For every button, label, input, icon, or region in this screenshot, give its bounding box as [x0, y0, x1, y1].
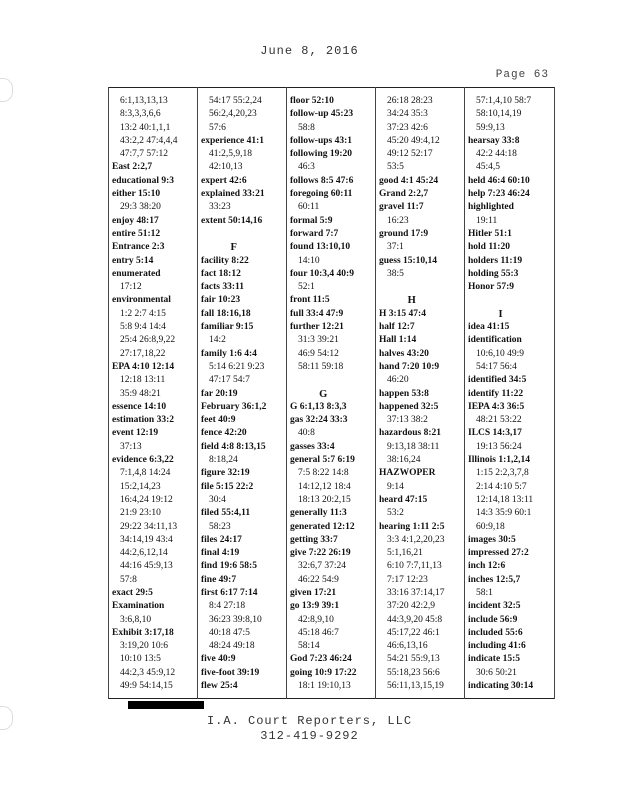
- index-term: enumerated: [112, 268, 161, 279]
- section-letter: F: [230, 242, 237, 254]
- index-continuation: 57:1,4,10 58:7: [476, 96, 532, 106]
- index-term: Hall 1:14: [379, 335, 417, 346]
- column-divider: [464, 87, 465, 699]
- index-continuation: 30:4: [209, 494, 226, 505]
- index-term: formal 5:9: [290, 215, 333, 226]
- index-term: find 19:6 58:5: [201, 561, 257, 572]
- column-divider: [108, 87, 109, 699]
- index-column-5: [468, 95, 533, 693]
- index-term: first 6:17 7:14: [201, 587, 258, 598]
- index-continuation: 18:1 19:10,13: [298, 681, 351, 692]
- index-column-1: [112, 95, 178, 693]
- index-term: images 30:5: [468, 534, 516, 545]
- index-continuation: 55:18,23 56:6: [387, 667, 440, 678]
- page-number: Page 63: [495, 69, 549, 81]
- index-continuation: 5:14 6:21 9:23: [209, 361, 265, 372]
- index-continuation: 45:17,22 46:1: [387, 627, 440, 638]
- index-term: Grand 2:2,7: [379, 189, 429, 200]
- column-divider: [375, 87, 376, 699]
- index-continuation: 6:1,13,13,13: [120, 96, 168, 106]
- index-continuation: 19:11: [476, 215, 498, 226]
- index-continuation: 21:9 23:10: [120, 508, 161, 519]
- index-term: hold 11:20: [468, 242, 510, 253]
- index-term: forward 7:7: [290, 228, 339, 239]
- index-term: feet 40:9: [201, 415, 236, 426]
- index-continuation: 37:1: [387, 242, 404, 253]
- index-term: event 12:19: [112, 428, 159, 439]
- index-term: gasses 33:4: [290, 441, 335, 452]
- index-term: included 55:6: [468, 627, 523, 638]
- index-term: half 12:7: [379, 322, 415, 333]
- index-continuation: 37:20 42:2,9: [387, 601, 436, 612]
- index-continuation: 43:2,2 47:4,4,4: [120, 135, 178, 146]
- index-continuation: 3:3 4:1,2,20,23: [387, 534, 445, 545]
- index-continuation: 58:10,14,19: [476, 109, 522, 120]
- index-term: Examination: [112, 601, 165, 612]
- index-term: fact 18:12: [201, 268, 241, 279]
- index-term: found 13:10,10: [290, 242, 351, 253]
- index-term: files 24:17: [201, 534, 242, 545]
- index-continuation: 27:17,18,22: [120, 348, 166, 359]
- index-continuation: 14:3 35:9 60:1: [476, 508, 532, 519]
- index-continuation: 3:19,20 10:6: [120, 641, 169, 652]
- index-continuation: 53:5: [387, 162, 404, 173]
- index-term: generated 12:12: [290, 521, 355, 532]
- index-continuation: 34:24 35:3: [387, 109, 428, 120]
- index-term: held 46:4 60:10: [468, 175, 530, 186]
- court-reporter-phone: 312-419-9292: [260, 729, 359, 743]
- index-term: EPA 4:10 12:14: [112, 361, 175, 372]
- index-term: guess 15:10,14: [379, 255, 438, 266]
- index-term: good 4:1 45:24: [379, 175, 439, 186]
- section-letter: G: [319, 388, 328, 400]
- index-term: impressed 27:2: [468, 548, 529, 559]
- index-term: front 11:5: [290, 295, 330, 306]
- index-term: follow-ups 43:1: [290, 135, 353, 146]
- index-term: incident 32:5: [468, 601, 521, 612]
- index-term: indicating 30:14: [468, 681, 534, 692]
- index-term: halves 43:20: [379, 348, 429, 359]
- index-term: identified 34:5: [468, 375, 527, 386]
- index-term: go 13:9 39:1: [290, 601, 340, 612]
- index-term: entire 51:12: [112, 228, 161, 239]
- index-term: help 7:23 46:24: [468, 189, 530, 200]
- index-continuation: 14:2: [209, 335, 226, 346]
- spacer: [468, 294, 533, 307]
- index-term: happened 32:5: [379, 401, 439, 412]
- index-continuation: 40:18 47:5: [209, 627, 250, 638]
- index-continuation: 29:3 38:20: [120, 202, 161, 213]
- index-continuation: 5:8 9:4 14:4: [120, 322, 166, 333]
- index-term: God 7:23 46:24: [290, 654, 352, 665]
- index-term: Illinois 1:1,2,14: [468, 455, 531, 466]
- index-continuation: 60:11: [298, 202, 320, 213]
- index-term: HAZWOPER: [379, 468, 436, 479]
- index-continuation: 58:11 59:18: [298, 361, 344, 372]
- index-term: happen 53:8: [379, 388, 429, 399]
- index-term: field 4:8 8:13,15: [201, 441, 266, 452]
- index-term: estimation 33:2: [112, 415, 175, 426]
- index-term: fine 49:7: [201, 574, 237, 585]
- index-continuation: 52:1: [298, 282, 315, 293]
- index-term: gravel 11:7: [379, 202, 424, 213]
- index-continuation: 46:3: [298, 162, 315, 173]
- index-continuation: 37:13: [120, 441, 142, 452]
- index-term: flew 25:4: [201, 681, 238, 692]
- index-term: generally 11:3: [290, 508, 347, 519]
- index-continuation: 33:23: [209, 202, 231, 213]
- index-continuation: 45:20 49:4,12: [387, 135, 440, 146]
- column-divider: [197, 87, 198, 699]
- index-continuation: 57:6: [209, 122, 226, 133]
- index-continuation: 12:14,18 13:11: [476, 494, 534, 505]
- section-letter: I: [498, 308, 503, 320]
- index-continuation: 9:14: [387, 481, 404, 492]
- index-continuation: 16:23: [387, 215, 409, 226]
- index-term: five-foot 39:19: [201, 667, 260, 678]
- index-term: getting 33:7: [290, 534, 338, 545]
- index-term: environmental: [112, 295, 171, 306]
- index-continuation: 9:13,18 38:11: [387, 441, 440, 452]
- index-term: going 10:9 17:22: [290, 667, 357, 678]
- index-continuation: 58:23: [209, 521, 231, 532]
- index-term: identification: [468, 335, 522, 346]
- index-term: H 3:15 47:4: [379, 308, 426, 319]
- binder-hole: [0, 78, 13, 102]
- court-reporter-name: I.A. Court Reporters, LLC: [206, 714, 413, 728]
- index-continuation: 33:16 37:14,17: [387, 587, 445, 598]
- index-term: Hitler 51:1: [468, 228, 512, 239]
- index-term: inch 12:6: [468, 561, 506, 572]
- index-continuation: 37:13 38:2: [387, 415, 428, 426]
- index-continuation: 45:18 46:7: [298, 627, 339, 638]
- index-term: facts 33:11: [201, 282, 245, 293]
- index-continuation: 54:17 56:4: [476, 361, 517, 372]
- index-continuation: 30:6 50:21: [476, 667, 517, 678]
- index-continuation: 56:2,4,20,23: [209, 109, 257, 120]
- index-continuation: 10:10 13:5: [120, 654, 161, 665]
- index-term: further 12:21: [290, 322, 344, 333]
- index-term: follows 8:5 47:6: [290, 175, 354, 186]
- index-term: gas 32:24 33:3: [290, 415, 348, 426]
- index-continuation: 5:1,16,21: [387, 548, 423, 559]
- index-term: hearsay 33:8: [468, 135, 520, 146]
- index-continuation: 13:2 40:1,1,1: [120, 122, 171, 133]
- index-term: foregoing 60:11: [290, 189, 353, 200]
- index-term: facility 8:22: [201, 255, 249, 266]
- index-column-4: [379, 95, 445, 693]
- index-term: indicate 15:5: [468, 654, 520, 665]
- index-term: floor 52:10: [290, 96, 334, 106]
- index-continuation: 44:2,3 45:9,12: [120, 667, 176, 678]
- index-continuation: 41:2,5,9,18: [209, 149, 253, 160]
- index-continuation: 60:9,18: [476, 521, 505, 532]
- index-continuation: 2:14 4:10 5:7: [476, 481, 527, 492]
- index-term: Honor 57:9: [468, 282, 515, 293]
- index-continuation: 6:10 7:7,11,13: [387, 561, 442, 572]
- index-term: February 36:1,2: [201, 401, 267, 412]
- index-continuation: 12:18 13:11: [120, 375, 166, 386]
- index-column-3: [290, 95, 357, 693]
- index-continuation: 49:9 54:14,15: [120, 681, 173, 692]
- spacer: [290, 374, 357, 387]
- index-term: ILCS 14:3,17: [468, 428, 522, 439]
- index-continuation: 48:24 49:18: [209, 641, 255, 652]
- index-term: hazardous 8:21: [379, 428, 442, 439]
- index-term: including 41:6: [468, 641, 526, 652]
- index-continuation: 37:23 42:6: [387, 122, 428, 133]
- index-term: educational 9:3: [112, 175, 175, 186]
- index-continuation: 7:1,4,8 14:24: [120, 468, 171, 479]
- index-term: fall 18:16,18: [201, 308, 251, 319]
- index-continuation: 53:2: [387, 508, 404, 519]
- index-continuation: 18:13 20:2,15: [298, 494, 351, 505]
- index-continuation: 8:18,24: [209, 455, 238, 466]
- index-continuation: 48:21 53:22: [476, 415, 522, 426]
- index-term: far 20:19: [201, 388, 238, 399]
- index-term: either 15:10: [112, 189, 161, 200]
- index-term: Entrance 2:3: [112, 242, 165, 253]
- index-continuation: 49:12 52:17: [387, 149, 433, 160]
- index-continuation: 58:8: [298, 122, 315, 133]
- index-continuation: 29:22 34:11,13: [120, 521, 178, 532]
- index-term: following 19:20: [290, 149, 353, 160]
- index-continuation: 34:14,19 43:4: [120, 534, 173, 545]
- index-term: general 5:7 6:19: [290, 455, 355, 466]
- index-continuation: 25:4 26:8,9,22: [120, 335, 176, 346]
- index-continuation: 57:8: [120, 574, 137, 585]
- index-continuation: 14:12,12 18:4: [298, 481, 351, 492]
- index-term: extent 50:14,16: [201, 215, 263, 226]
- index-term: enjoy 48:17: [112, 215, 159, 226]
- index-term: fair 10:23: [201, 295, 241, 306]
- index-term: explained 33:21: [201, 189, 265, 200]
- index-term: evidence 6:3,22: [112, 455, 174, 466]
- index-continuation: 38:16,24: [387, 455, 421, 466]
- index-term: experience 41:1: [201, 135, 265, 146]
- transcript-date: June 8, 2016: [260, 44, 359, 58]
- index-continuation: 26:18 28:23: [387, 96, 433, 106]
- index-continuation: 46:22 54:9: [298, 574, 339, 585]
- index-term: inches 12:5,7: [468, 574, 521, 585]
- index-term: family 1:6 4:4: [201, 348, 257, 359]
- index-continuation: 7:5 8:22 14:8: [298, 468, 349, 479]
- index-term: fence 42:20: [201, 428, 247, 439]
- index-term: final 4:19: [201, 548, 240, 559]
- column-divider: [554, 87, 555, 699]
- index-term: familiar 9:15: [201, 322, 254, 333]
- index-continuation: 44:16 45:9,13: [120, 561, 173, 572]
- index-continuation: 14:10: [298, 255, 320, 266]
- index-continuation: 8:4 27:18: [209, 601, 246, 612]
- index-continuation: 38:5: [387, 268, 404, 279]
- index-continuation: 19:13 56:24: [476, 441, 522, 452]
- index-term: expert 42:6: [201, 175, 247, 186]
- index-term: East 2:2,7: [112, 162, 153, 173]
- index-term: full 33:4 47:9: [290, 308, 344, 319]
- index-continuation: 10:6,10 49:9: [476, 348, 525, 359]
- index-column-2: [201, 95, 266, 693]
- index-continuation: 36:23 39:8,10: [209, 614, 262, 625]
- index-continuation: 35:9 48:21: [120, 388, 161, 399]
- index-continuation: 46:20: [387, 375, 409, 386]
- index-term: four 10:3,4 40:9: [290, 268, 354, 279]
- index-continuation: 8:3,3,3,6,6: [120, 109, 161, 120]
- index-continuation: 44:3,9,20 45:8: [387, 614, 443, 625]
- index-continuation: 31:3 39:21: [298, 335, 339, 346]
- index-term: identify 11:22: [468, 388, 524, 399]
- index-term: entry 5:14: [112, 255, 154, 266]
- index-continuation: 58:1: [476, 587, 493, 598]
- index-term: file 5:15 22:2: [201, 481, 254, 492]
- index-continuation: 7:17 12:23: [387, 574, 428, 585]
- index-term: holders 11:19: [468, 255, 523, 266]
- index-continuation: 42:10,13: [209, 162, 243, 173]
- index-continuation: 59:9,13: [476, 122, 505, 133]
- index-term: five 40:9: [201, 654, 236, 665]
- index-continuation: 1:15 2:2,3,7,8: [476, 468, 529, 479]
- index-continuation: 42:8,9,10: [298, 614, 334, 625]
- index-term: IEPA 4:3 36:5: [468, 401, 525, 412]
- column-divider: [286, 87, 287, 699]
- index-term: Exhibit 3:17,18: [112, 627, 174, 638]
- index-term: include 56:9: [468, 614, 518, 625]
- index-term: idea 41:15: [468, 322, 510, 333]
- index-continuation: 42:2 44:18: [476, 149, 517, 160]
- index-continuation: 46:6,13,16: [387, 641, 428, 652]
- index-term: essence 14:10: [112, 401, 167, 412]
- section-letter: H: [407, 295, 416, 307]
- index-term: hand 7:20 10:9: [379, 361, 440, 372]
- index-term: follow-up 45:23: [290, 109, 354, 120]
- spacer: [379, 281, 445, 294]
- index-continuation: 3:6,8,10: [120, 614, 152, 625]
- index-continuation: 44:2,6,12,14: [120, 548, 168, 559]
- index-continuation: 58:14: [298, 641, 320, 652]
- index-term: G 6:1,13 8:3,3: [290, 401, 347, 412]
- redaction-bar: [128, 701, 204, 709]
- index-term: highlighted: [468, 202, 514, 213]
- index-term: holding 55:3: [468, 268, 519, 279]
- index-term: give 7:22 26:19: [290, 548, 351, 559]
- index-continuation: 1:2 2:7 4:15: [120, 308, 166, 319]
- index-continuation: 47:7,7 57:12: [120, 149, 169, 160]
- index-term: exact 29:5: [112, 587, 153, 598]
- index-continuation: 54:21 55:9,13: [387, 654, 440, 665]
- index-continuation: 54:17 55:2,24: [209, 96, 262, 106]
- index-continuation: 47:17 54:7: [209, 375, 250, 386]
- index-term: filed 55:4,11: [201, 508, 251, 519]
- index-continuation: 45:4,5: [476, 162, 501, 173]
- spacer: [201, 228, 266, 241]
- index-continuation: 15:2,14,23: [120, 481, 161, 492]
- index-continuation: 40:8: [298, 428, 315, 439]
- index-term: heard 47:15: [379, 494, 428, 505]
- index-continuation: 16:4,24 19:12: [120, 494, 173, 505]
- index-continuation: 17:12: [120, 282, 142, 293]
- index-term: figure 32:19: [201, 468, 250, 479]
- index-term: ground 17:9: [379, 228, 429, 239]
- index-continuation: 32:6,7 37:24: [298, 561, 347, 572]
- index-term: given 17:21: [290, 587, 337, 598]
- index-term: hearing 1:11 2:5: [379, 521, 445, 532]
- index-continuation: 56:11,13,15,19: [387, 681, 444, 692]
- index-continuation: 46:9 54:12: [298, 348, 339, 359]
